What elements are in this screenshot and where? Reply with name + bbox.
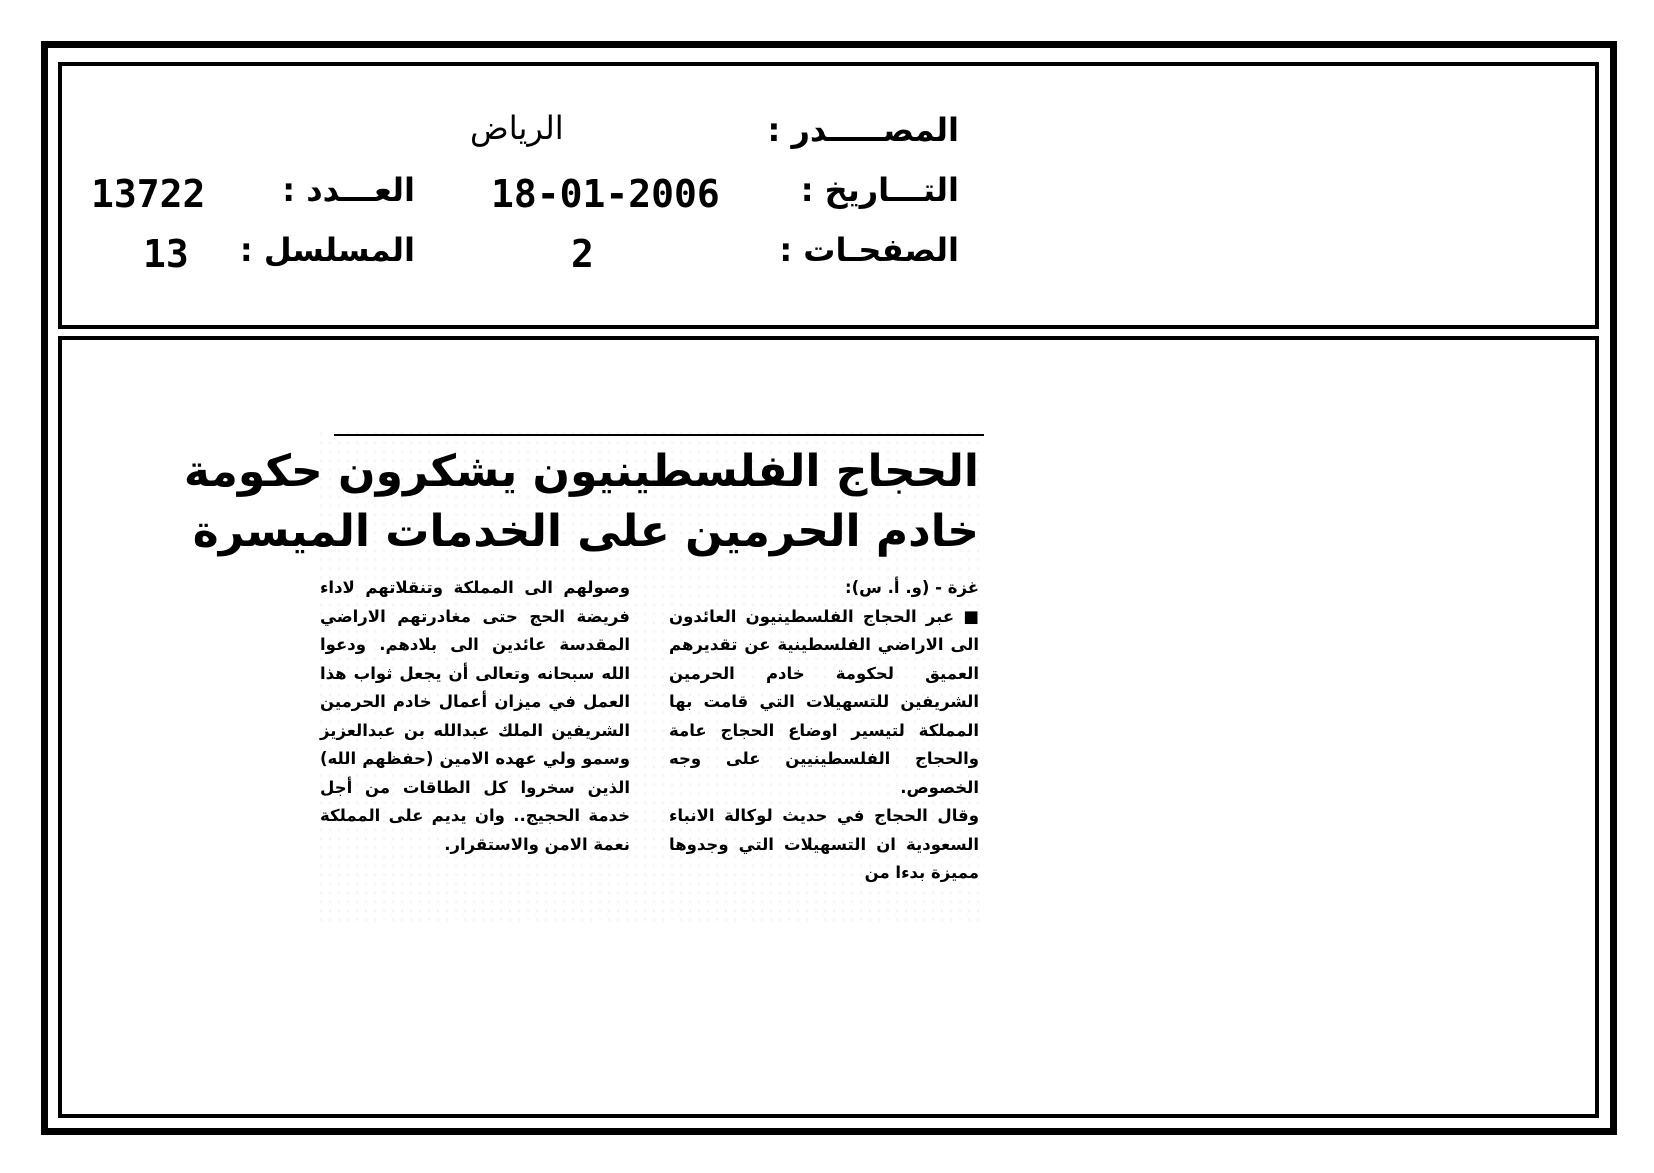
article-column-right xyxy=(669,574,979,888)
serial-value: 13 xyxy=(143,232,189,276)
article-dateline: غزة - (و. أ. س): xyxy=(845,578,979,597)
source-label: المصـــــدر : xyxy=(767,111,959,149)
pages-value: 2 xyxy=(571,232,594,276)
article-column-left xyxy=(320,574,630,859)
headline-line-2: خادم الحرمين على الخدمات الميسرة xyxy=(192,506,979,557)
pages-label: الصفحـات : xyxy=(779,231,959,269)
source-value: الرياض xyxy=(470,109,564,147)
issue-value: 13722 xyxy=(91,172,206,216)
serial-label: المسلسل : xyxy=(239,231,415,269)
article-paragraph-2: وقال الحجاج في حديث لوكالة الانباء السعودية ان التسهيلات التي وجدوها مميزة بدءا من xyxy=(669,806,979,882)
headline-line-1: الحجاج الفلسطينيون يشكرون حكومة xyxy=(183,446,979,497)
article-paragraph-3: وصولهم الى المملكة وتنقلاتهم لاداء فريضة الحج حتى مغادرتهم الاراضي المقدسة عائدين الى بلادهم. ودعوا الله سبحانه وتعالى أن يجعل ثواب هذا العمل في ميزان أعمال خادم الحرمين الشريفين الملك عبدالله بن عبدالعزيز وسمو ولي عهده الامين (حفظهم الله) الذين سخروا كل الطاقات من أجل خدمة الحجيج.. وان يديم على المملكة نعمة الامن والاستقرار. xyxy=(320,578,630,854)
issue-label: العـــدد : xyxy=(282,171,415,209)
article-clipping xyxy=(183,432,985,927)
date-label: التـــاريخ : xyxy=(800,171,959,209)
clipping-top-rule xyxy=(334,434,984,436)
article-paragraph-1: ■ عبر الحجاج الفلسطينيون العائدون الى الاراضي الفلسطينية عن تقديرهم العميق لحكومة خادم الحرمين الشريفين للتسهيلات التي قامت بها المملكة لتيسير اوضاع الحجاج عامة والحجاج الفلسطينيين على وجه الخصوص. xyxy=(669,606,979,797)
date-value: 18-01-2006 xyxy=(491,172,720,216)
